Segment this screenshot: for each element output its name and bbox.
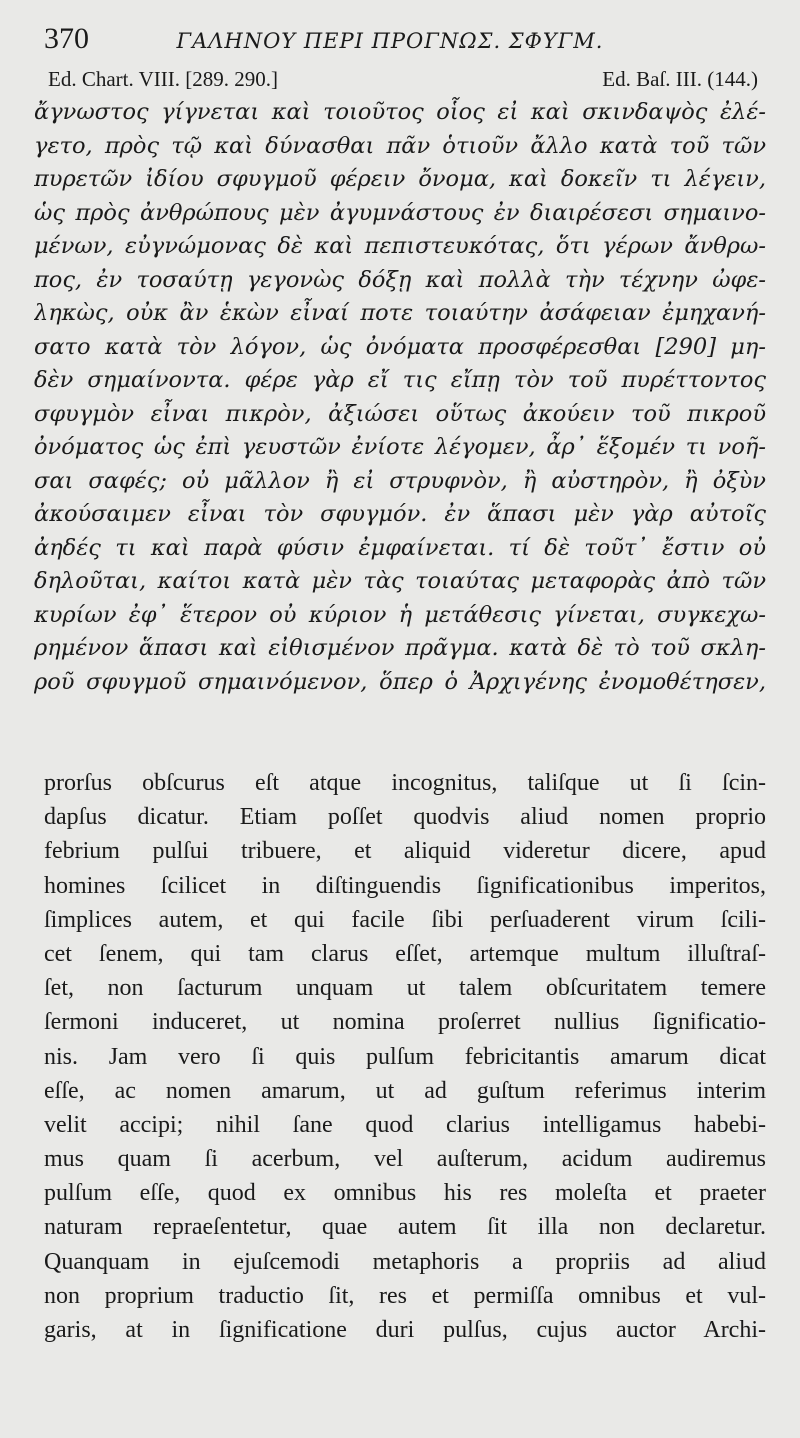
latin-text-line: ſimplices autem, et qui facile ſibi perſuaderent virum ſcili- [44,906,766,933]
latin-text-line: prorſus obſcurus eſt atque incognitus, taliſque ut ſi ſcin- [44,770,766,796]
greek-text-line: σφυγμὸν εἶναι πικρὸν, ἀξιώσει οὕτως ἀκούειν τοῦ πικροῦ [34,400,766,427]
section-gap [34,699,766,766]
greek-text-line: ροῦ σφυγμοῦ σημαινόμενον, ὅπερ ὁ Ἀρχιγένης ἐνομοθέτησεν, [34,668,766,695]
latin-text-line: febrium pulſui tribuere, et aliquid videretur dicere, apud [44,838,766,865]
latin-text-line: ſermoni induceret, ut nomina proſerret nullius ſignificatio- [44,1009,766,1036]
page-number: 370 [44,22,89,55]
running-title: ΓΑΛΗΝΟΥ ΠΕΡΙ ΠΡΟΓΝΩΣ. ΣΦΥΓΜ. [176,29,604,53]
greek-text-line: ἀκούσαιμεν εἶναι τὸν σφυγμόν. ἐν ἅπασι μὲν γὰρ αὐτοῖς [34,501,766,527]
running-head [34,22,766,64]
latin-text-line: nis. Jam vero ſi quis pulſum febricitantis amarum dicat [44,1043,766,1070]
edition-reference-line [34,64,766,94]
edition-chartier-ref: Ed. Chart. VIII. [289. 290.] [48,66,278,91]
greek-text-line: πυρετῶν ἰδίου σφυγμοῦ φέρειν ὄνομα, καὶ δοκεῖν τι λέγειν, [34,166,766,192]
latin-text-line: Quanquam in ejuſcemodi metaphoris a propriis ad aliud [44,1248,766,1275]
greek-text-line: πος, ἐν τοσαύτῃ γεγονὼς δόξῃ καὶ πολλὰ τὴν τέχνην ὠφε- [34,266,766,293]
latin-text-line: pulſum eſſe, quod ex omnibus his res moleſta et praeter [44,1180,766,1207]
greek-text-line: μένων, εὐγνώμονας δὲ καὶ πεπιστευκότας, ὅτι γέρων ἄνθρω- [34,233,766,259]
latin-text-line: garis, at in ſignificatione duri pulſus, cujus auctor Archi- [44,1317,766,1343]
latin-text-line: naturam repraeſentetur, quae autem ſit illa non declaretur. [44,1214,766,1241]
greek-text-line: δὲν σημαίνοντα. φέρε γὰρ εἴ τις εἴπῃ τὸν τοῦ πυρέττοντος [34,367,766,393]
latin-text-line: velit accipi; nihil ſane quod clarius intelligamus habebi- [44,1111,766,1138]
greek-text-line: ρημένον ἅπασι καὶ εἰθισμένον πρᾶγμα. κατὰ δὲ τὸ τοῦ σκλη- [34,635,766,661]
greek-text-line: ὡς πρὸς ἀνθρώπους μὲν ἀγυμνάστους ἐν διαιρέσεσι σημαινο- [34,199,766,226]
latin-text-line: eſſe, ac nomen amarum, ut ad guſtum referimus interim [44,1077,766,1104]
greek-text-line: γετο, πρὸς τῷ καὶ δύνασθαι πᾶν ὁτιοῦν ἄλλο κατὰ τοῦ τῶν [34,132,766,159]
latin-text-block [34,766,766,1347]
greek-text-block [34,96,766,699]
greek-text-line: κυρίων ἐφ᾽ ἕτερον οὐ κύριον ἡ μετάθεσις γίνεται, συγκεχω- [34,601,766,628]
greek-text-line: δηλοῦται, καίτοι κατὰ μὲν τὰς τοιαύτας μεταφορὰς ἀπὸ τῶν [34,568,766,594]
greek-text-line: σατο κατὰ τὸν λόγον, ὡς ὀνόματα προσφέρεσθαι [290] μη- [34,333,766,360]
latin-text-line: homines ſcilicet in diſtinguendis ſignificationibus imperitos, [44,872,766,899]
greek-text-line: ὀνόματος ὡς ἐπὶ γευστῶν ἐνίοτε λέγομεν, ἆρ᾽ ἕξομέν τι νοῆ- [34,434,766,460]
latin-text-line: non proprium traductio ſit, res et permiſſa omnibus et vul- [44,1282,766,1309]
edition-basel-ref: Ed. Baſ. III. (144.) [602,66,758,91]
greek-text-line: ἀηδές τι καὶ παρὰ φύσιν ἐμφαίνεται. τί δὲ τοῦτ᾽ ἔστιν οὐ [34,534,766,561]
latin-text-line: ſet, non ſacturum unquam ut talem obſcuritatem temere [44,975,766,1002]
latin-text-line: cet ſenem, qui tam clarus eſſet, artemque multum illuſtraſ- [44,940,766,967]
latin-text-line: dapſus dicatur. Etiam poſſet quodvis aliud nomen proprio [44,804,766,831]
greek-text-line: ληκὼς, οὐκ ἂν ἑκὼν εἶναί ποτε τοιαύτην ἀσάφειαν ἐμηχανή- [34,300,766,326]
greek-text-line: ἄγνωστος γίγνεται καὶ τοιοῦτος οἷος εἰ καὶ σκινδαψὸς ἐλέ- [34,99,766,125]
latin-text-line: mus quam ſi acerbum, vel auſterum, acidum audiremus [44,1146,766,1173]
greek-text-line: σαι σαφές; οὐ μᾶλλον ἢ εἰ στρυφνὸν, ἢ αὐστηρὸν, ἢ ὀξὺν [34,467,766,494]
